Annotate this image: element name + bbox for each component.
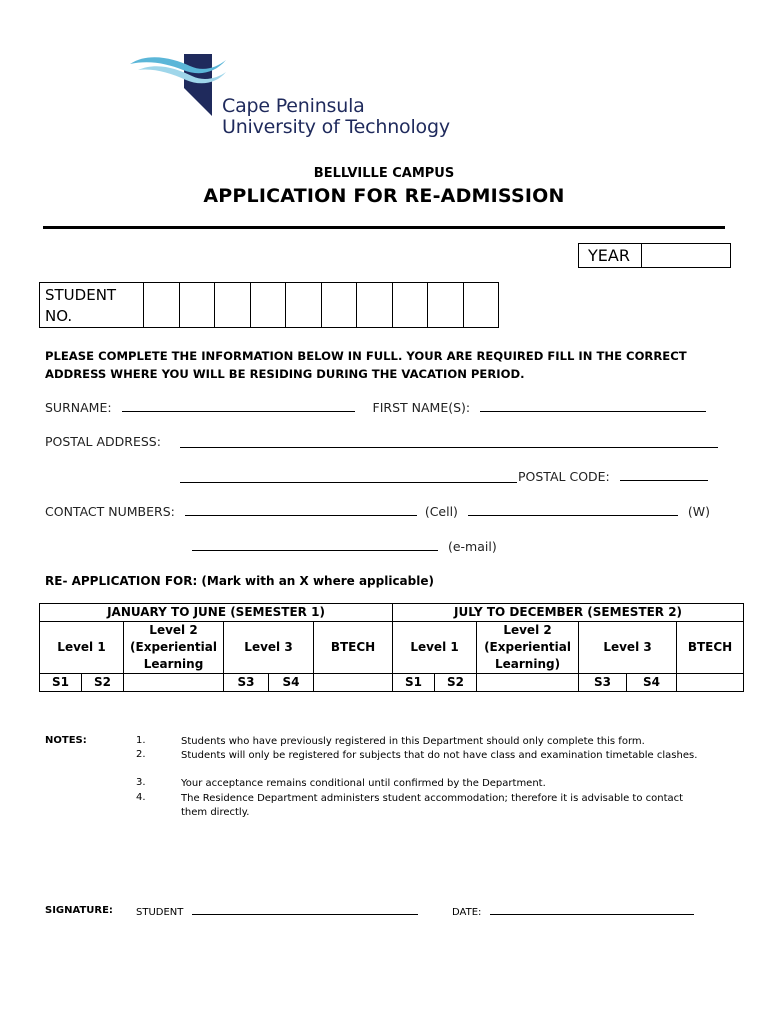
- email-row: [192, 539, 497, 554]
- student-number-label: STUDENT NO.: [40, 283, 144, 327]
- postal-code-row: [518, 469, 708, 484]
- postal-address-field-1[interactable]: [180, 436, 718, 448]
- logo-line1: Cape Peninsula: [222, 95, 365, 117]
- email-label: (e-mail): [447, 539, 497, 554]
- sem1-s3-cell[interactable]: S3: [224, 674, 269, 692]
- student-number-digit[interactable]: [180, 283, 216, 327]
- semester-1-header: JANUARY TO JUNE (SEMESTER 1): [40, 604, 393, 622]
- sem1-s1-cell[interactable]: S1: [40, 674, 82, 692]
- date-field[interactable]: [490, 905, 694, 915]
- student-number-digit[interactable]: [393, 283, 429, 327]
- sem2-btech-mark[interactable]: [677, 674, 744, 692]
- sem1-s4-cell[interactable]: S4: [269, 674, 314, 692]
- postal-address-label: POSTAL ADDRESS:: [45, 434, 161, 449]
- student-number-digit[interactable]: [144, 283, 180, 327]
- sem1-level2: Level 2 (Experiential Learning: [124, 622, 224, 674]
- year-box: [578, 243, 731, 268]
- student-signature-label: STUDENT: [136, 907, 184, 918]
- semester-table: [39, 603, 744, 692]
- sem1-level2-mark[interactable]: [124, 674, 224, 692]
- reapplication-heading: RE- APPLICATION FOR: (Mark with an X where applicable): [45, 574, 434, 588]
- student-number-box: [39, 282, 499, 328]
- sem2-btech: BTECH: [677, 622, 744, 674]
- first-names-label: FIRST NAME(S):: [372, 400, 471, 415]
- sem1-s2-cell[interactable]: S2: [82, 674, 124, 692]
- sem1-level3: Level 3: [224, 622, 314, 674]
- postal-address-field-2[interactable]: [180, 471, 517, 483]
- student-number-digit[interactable]: [322, 283, 358, 327]
- postal-address-row: [45, 434, 161, 449]
- sem1-btech-mark[interactable]: [314, 674, 393, 692]
- email-field[interactable]: [192, 539, 438, 551]
- page-title: APPLICATION FOR RE-ADMISSION: [203, 185, 565, 207]
- date-row: [452, 905, 694, 918]
- sem2-level2-mark[interactable]: [477, 674, 579, 692]
- sem2-s1-cell[interactable]: S1: [393, 674, 435, 692]
- sem2-s3-cell[interactable]: S3: [579, 674, 627, 692]
- student-number-digit[interactable]: [357, 283, 393, 327]
- work-field[interactable]: [468, 504, 678, 516]
- student-number-digit[interactable]: [428, 283, 464, 327]
- surname-label: SURNAME:: [45, 400, 112, 415]
- university-logo: [128, 50, 228, 120]
- sem2-s2-cell[interactable]: S2: [435, 674, 477, 692]
- note-number: 4.: [136, 792, 146, 803]
- postal-code-field[interactable]: [620, 469, 708, 481]
- student-number-digit[interactable]: [215, 283, 251, 327]
- logo-line2: University of Technology: [222, 116, 450, 138]
- student-number-digit[interactable]: [464, 283, 499, 327]
- postal-code-label: POSTAL CODE:: [518, 469, 610, 484]
- surname-row: [45, 400, 706, 415]
- table-row: [40, 604, 744, 622]
- cell-field[interactable]: [185, 504, 417, 516]
- notes-label: NOTES:: [45, 735, 87, 746]
- note-number: 1.: [136, 735, 146, 746]
- student-signature-row: [136, 905, 418, 918]
- sem1-btech: BTECH: [314, 622, 393, 674]
- first-names-field[interactable]: [480, 400, 706, 412]
- work-label: (W): [687, 504, 711, 519]
- note-text: Your acceptance remains conditional until confirmed by the Department.: [181, 778, 546, 789]
- signature-label: SIGNATURE:: [45, 905, 113, 916]
- note-number: 3.: [136, 777, 146, 788]
- student-number-digit[interactable]: [251, 283, 287, 327]
- student-signature-field[interactable]: [192, 905, 418, 915]
- surname-field[interactable]: [122, 400, 355, 412]
- note-text: The Residence Department administers student accommodation; therefore it is advisable to contact them directly.: [181, 793, 684, 818]
- campus-heading: BELLVILLE CAMPUS: [313, 166, 455, 181]
- semester-2-header: JULY TO DECEMBER (SEMESTER 2): [393, 604, 744, 622]
- note-number: 2.: [136, 749, 146, 760]
- sem2-level3: Level 3: [579, 622, 677, 674]
- date-label: DATE:: [452, 907, 482, 918]
- table-row: [40, 622, 744, 674]
- year-input[interactable]: [642, 244, 730, 267]
- contact-numbers-label: CONTACT NUMBERS:: [45, 504, 175, 519]
- table-row: [40, 674, 744, 692]
- student-number-digit[interactable]: [286, 283, 322, 327]
- note-text: Students who have previously registered in this Department should only complete this form.: [181, 736, 645, 747]
- contact-row: [45, 504, 710, 519]
- sem2-s4-cell[interactable]: S4: [627, 674, 677, 692]
- note-text: Students will only be registered for subjects that do not have class and examination timetable clashes.: [181, 750, 698, 761]
- sem2-level2: Level 2 (Experiential Learning): [477, 622, 579, 674]
- header-divider: [43, 226, 725, 229]
- cell-label: (Cell): [424, 504, 458, 519]
- sem2-level1: Level 1: [393, 622, 477, 674]
- sem1-level1: Level 1: [40, 622, 124, 674]
- instructions-text: PLEASE COMPLETE THE INFORMATION BELOW IN FULL. YOUR ARE REQUIRED FILL IN THE CORRECT ADDRESS WHERE YOU WILL BE RESIDING DURING THE VACATION PERIOD.: [45, 349, 687, 381]
- year-label: YEAR: [579, 244, 642, 267]
